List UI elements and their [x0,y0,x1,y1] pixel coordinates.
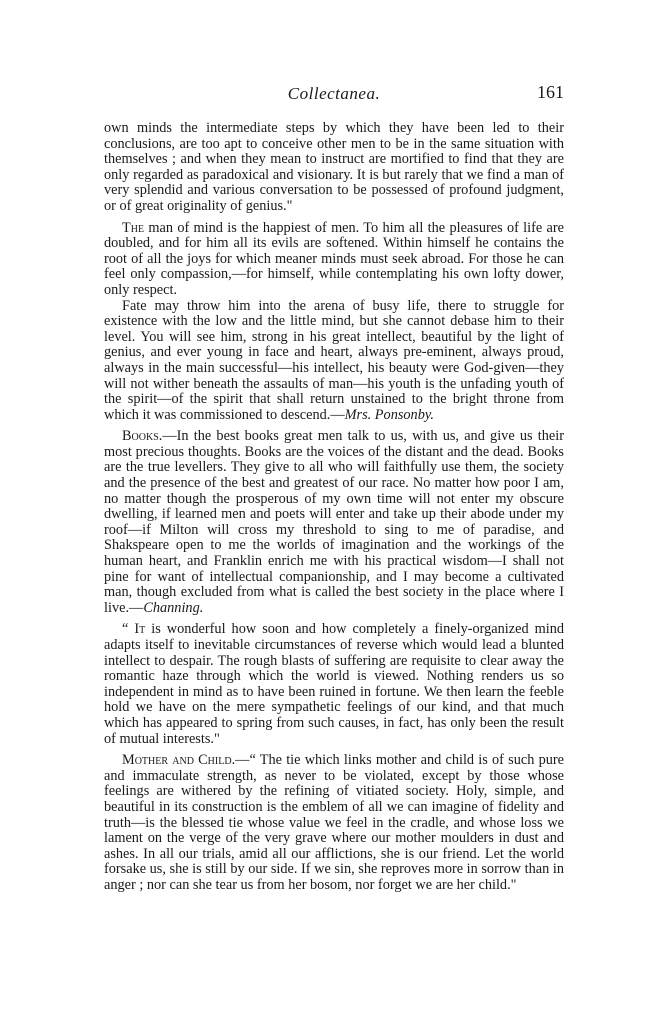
paragraph-man-of-mind [104,221,564,299]
running-title: Collectanea. [287,84,381,103]
attribution-channing: Channing. [143,599,204,616]
paragraph-fate [104,299,564,424]
body-text [104,121,564,894]
page-number: 161 [537,82,564,102]
section-heading-books: Books [122,428,159,445]
section-heading-mother-and-child: Mother and Child [122,752,232,769]
open-quote: “ [122,621,135,638]
attribution-ponsonby: Mrs. Ponsonby. [344,406,434,423]
lead-word: It [134,621,146,638]
paragraph-mother-and-child [104,753,564,893]
paragraph-text: is wonderful how soon and how completely a finely-organized mind adapts itself to inevitable circumstances of reverse which would lead a blunted intellect to despair. The rough blasts of suffering are requisite to clear away the romantic haze through which the world is viewed. Nothing renders us so independent in mind as to have been ruined in fortune. We then learn the feeble hold we have on the mere sympathetic feelings of our kind, and that much which has appeared to spring from such causes, in fact, has only been the result of mutual interests." [104,621,564,747]
paragraph-text: Fate may throw him into the arena of busy life, there to struggle for existence with the low and the little mind, but she cannot debase him to their level. You will see him, strong in his great intellect, beautiful by the light of genius, and ever young in face and heart, always pre-eminent, always proud, always in the main successful—his intellect, his beauty were God-given—they will not wither beneath the assaults of man—his youth is the unfading youth of the spirit—of the spirit that shall return unstained to the bright throne from which it was commissioned to descend.— [104,297,564,423]
paragraph-text: .—In the best books great men talk to us, with us, and give us their most precious thoughts. Books are the voices of the distant and the dead. Books are the true levellers. They give to all who will faithfully use them, the society and the presence of the best and greatest of our race. No matter how poor I am, no matter though the prosperous of my own time will not enter my obscure dwelling, if learned men and poets will enter and take up their abode under my roof—if Milton will cross my threshold to sing to me of paradise, and Shakspeare open to me the worlds of imagination and the workings of the human heart, and Franklin enrich me with his practical wisdom—I shall not pine for want of intellectual companionship, and I may become a cultivated man, though excluded from what is called the best society in the place where I live.— [104,428,564,616]
paragraph-text: man of mind is the happiest of men. To him all the pleasures of life are doubled, and for him all its evils are softened. Within himself he contains the root of all the joys for which meaner minds must seek abroad. For those he can feel only compassion,—for himself, while contemplating his own lofty dower, only respect. [104,219,564,298]
lead-word: The [122,219,145,236]
paragraph-books [104,429,564,616]
paragraph-text: .—“ The tie which links mother and child is of such pure and immaculate strength, as never to be violated, except by those whose feelings are withered by the refining of vitiated society. Holy, simple, and beautiful in its construction is the emblem of all we can imagine of fidelity and truth—is the blessed tie whose value we feel in the cradle, and whose loss we lament on the verge of the very grave where our mother moulders in dust and ashes. In all our trials, amid all our afflictions, she is our friend. Let the world forsake us, she is still by our side. If we sin, she reproves more in sorrow than in anger ; nor can she tear us from her bosom, nor forget we are her child." [104,752,564,893]
paragraph-continuation: own minds the intermediate steps by which they have been led to their conclusions, are too apt to conceive other men to be in the same situation with themselves ; and when they mean to instruct are mortified to find that they are only regarded as paradoxical and visionary. It is but rarely that we find a man of very splendid and various conversation to be possessed of profound judgment, or of great originality of genius." [104,120,564,214]
running-head [104,84,564,108]
paragraph-wonderful [104,622,564,747]
